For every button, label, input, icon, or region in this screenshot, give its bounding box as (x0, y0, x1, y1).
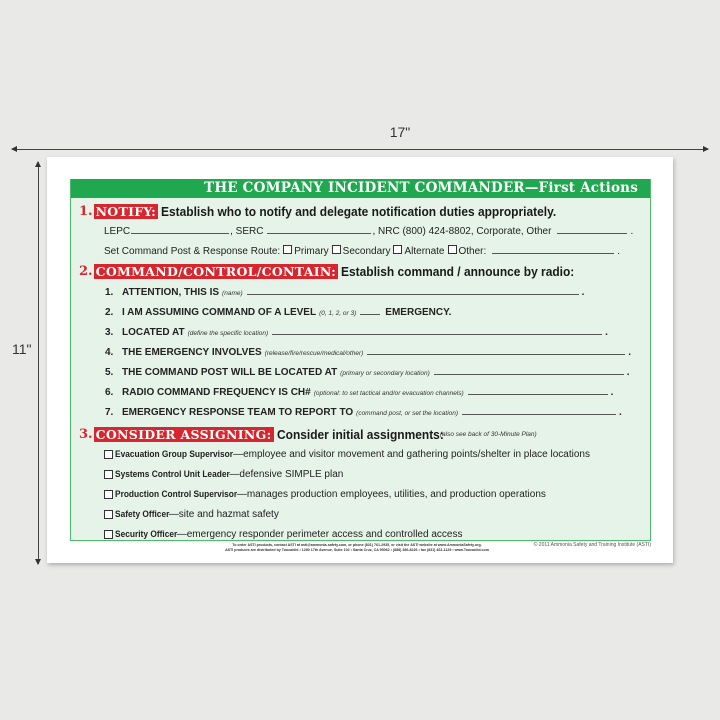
section-tag: COMMAND/CONTROL/CONTAIN: (95, 264, 337, 279)
line-end-period: . (581, 287, 585, 298)
item-suffix: EMERGENCY. (385, 307, 452, 318)
role-description: —emergency responder perimeter access and controlled access (176, 529, 463, 540)
assignment-item-4 (101, 509, 279, 520)
item-hint: (release/fire/rescue/medical/other) (264, 350, 364, 357)
assignment-item-1 (101, 449, 590, 460)
copyright-notice: © 2011 Ammonia Safety and Training Institute (ASTI) (533, 542, 651, 548)
width-dimension-arrow (12, 149, 708, 150)
assignment-checkbox[interactable] (104, 490, 113, 499)
section-number: 3. (79, 427, 93, 442)
ordering-info-line: To order ASTI products, contact ASTI at asti@ammonia-safety.com, or phone (831) 761-2935, or visit the ASTI website at www.AmmoniaSafety.org. (232, 543, 482, 547)
section-heading-text: Consider initial assignments: (276, 427, 444, 442)
role-name: Evacuation Group Supervisor (115, 449, 234, 460)
item-number: 2. (105, 307, 114, 318)
role-name: Safety Officer (115, 509, 170, 520)
lepc-field[interactable] (131, 225, 229, 234)
section-tag: CONSIDER ASSIGNING: (95, 427, 272, 442)
command-item-7 (105, 406, 622, 418)
route-label: Set Command Post & Response Route: (104, 246, 281, 257)
command-item-1 (105, 286, 584, 298)
item-hint: (optional: to set tactical and/or evacuation channels) (313, 390, 464, 397)
command-item-2 (105, 306, 451, 318)
section-tag: NOTIFY: (95, 204, 157, 219)
item-number: 1. (105, 287, 114, 298)
item-hint: (name) (222, 290, 243, 297)
section-notify-heading (79, 204, 591, 219)
section-command-heading (79, 264, 595, 279)
role-description: —employee and visitor movement and gathering points/shelter in place locations (233, 449, 590, 460)
item-text: I AM ASSUMING COMMAND OF A LEVEL (122, 307, 317, 318)
item-number: 4. (105, 347, 114, 358)
command-item-5 (105, 366, 630, 378)
command-item-6 (105, 386, 613, 398)
item-text: THE COMMAND POST WILL BE LOCATED AT (122, 367, 338, 378)
serc-field[interactable] (267, 225, 371, 234)
poster-title: THE COMPANY INCIDENT COMMANDER—First Actions (71, 179, 650, 198)
item-hint: (0, 1, 2, or 3) (319, 310, 357, 317)
poster-card (47, 157, 673, 563)
assignment-checkbox[interactable] (104, 450, 113, 459)
line-end-period: . (617, 246, 621, 257)
item-text: RADIO COMMAND FREQUENCY IS CH# (122, 387, 311, 398)
section-number: 1. (79, 204, 93, 219)
item-text: EMERGENCY RESPONSE TEAM TO REPORT TO (122, 407, 354, 418)
ordering-info (207, 543, 507, 553)
lepc-label: LEPC (104, 226, 131, 237)
line-end-period: . (605, 327, 608, 338)
other-contact-field[interactable] (557, 225, 627, 234)
role-description: —defensive SIMPLE plan (229, 469, 344, 480)
serc-label: , SERC (230, 226, 264, 237)
role-name: Security Officer (115, 529, 178, 540)
section-heading-text: Establish who to notify and delegate notification duties appropriately. (161, 204, 557, 219)
item-number: 6. (105, 387, 114, 398)
height-dimension-label: 11" (12, 341, 32, 357)
role-name: Systems Control Unit Leader (115, 469, 230, 480)
name-field[interactable] (247, 286, 579, 295)
location-field[interactable] (272, 326, 602, 335)
poster-panel (70, 179, 651, 541)
command-post-field[interactable] (434, 366, 624, 375)
assignment-item-2 (101, 469, 343, 480)
item-hint: (define the specific location) (187, 330, 269, 337)
section-heading-text: Establish command / announce by radio: (341, 264, 575, 279)
section-number: 2. (79, 264, 93, 279)
line-end-period: . (619, 407, 622, 418)
nrc-label: , NRC (800) 424-8802, Corporate, Other (372, 226, 552, 237)
notify-contacts-line (104, 225, 633, 237)
assignment-item-5 (101, 529, 462, 540)
other-route-field[interactable] (492, 245, 614, 254)
assignment-item-3 (101, 489, 546, 500)
line-end-period: . (628, 347, 632, 358)
report-location-field[interactable] (462, 406, 616, 415)
assignment-checkbox[interactable] (104, 530, 113, 539)
option-alternate: Alternate (404, 246, 445, 257)
item-text: THE EMERGENCY INVOLVES (122, 347, 262, 358)
command-item-3 (105, 326, 608, 338)
command-item-4 (105, 346, 631, 358)
item-text: LOCATED AT (122, 327, 185, 338)
assignment-checkbox[interactable] (104, 470, 113, 479)
item-number: 3. (105, 327, 114, 338)
option-other: Other: (458, 246, 487, 257)
role-description: —manages production employees, utilities, and production operations (236, 489, 546, 500)
checkbox-primary[interactable] (283, 245, 292, 254)
option-primary: Primary (294, 246, 329, 257)
item-number: 5. (105, 367, 114, 378)
checkbox-alternate[interactable] (393, 245, 402, 254)
section-hint: (also see back of 30-Minute Plan) (439, 431, 537, 438)
height-dimension-arrow (38, 162, 39, 564)
width-dimension-label: 17" (389, 124, 411, 140)
section-assign-heading (79, 427, 537, 442)
role-description: —site and hazmat safety (168, 509, 279, 520)
radio-channel-field[interactable] (468, 386, 608, 395)
checkbox-secondary[interactable] (332, 245, 341, 254)
item-hint: (primary or secondary location) (340, 370, 430, 377)
emergency-type-field[interactable] (367, 346, 625, 355)
checkbox-other[interactable] (448, 245, 457, 254)
assignment-checkbox[interactable] (104, 510, 113, 519)
item-number: 7. (105, 407, 114, 418)
option-secondary: Secondary (342, 246, 391, 257)
item-hint: (command post, or set the location) (356, 410, 459, 417)
line-end-period: . (626, 367, 630, 378)
role-name: Production Control Supervisor (115, 489, 238, 500)
line-end-period: . (610, 387, 614, 398)
distributor-info-line: ASTI products are distributed by Toucanlid • 1280 17th Avenue, Suite 102 • Santa Cruz, CA 95062 • (888) 386-8226 • fax (831) 462-1129 • www.Toucanlid.com (225, 548, 489, 552)
level-field[interactable] (360, 306, 380, 315)
line-end-period: . (630, 226, 634, 237)
command-post-route-line (104, 245, 620, 257)
item-text: ATTENTION, THIS IS (122, 287, 220, 298)
